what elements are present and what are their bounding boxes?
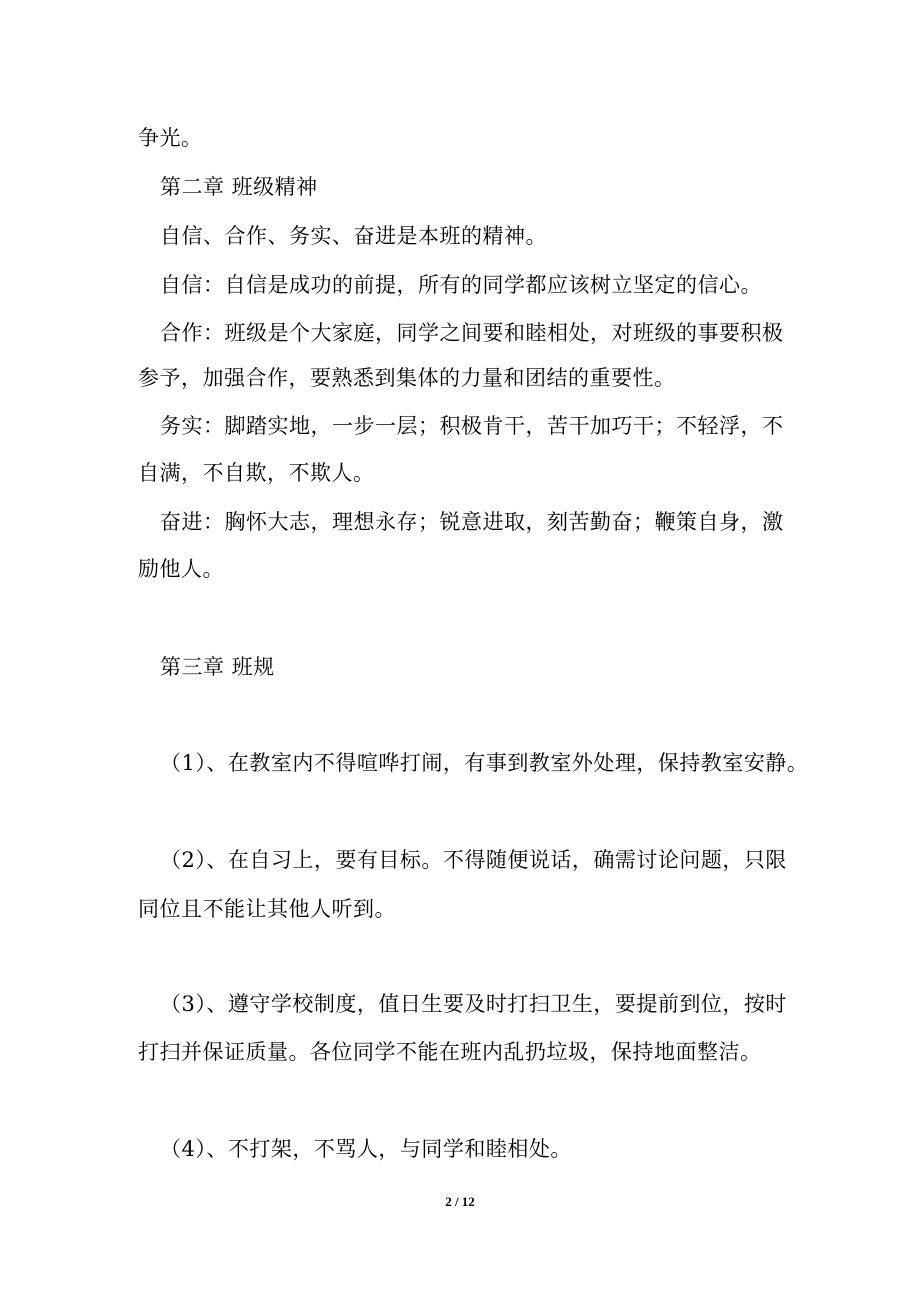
text-line-8: 自满，不自欺，不欺人。 [138,461,375,485]
text-line-7: 务实：脚踏实地，一步一层；积极肯干，苦干加巧干；不轻浮，不 [160,414,784,438]
chapter-2-heading: 第二章 班级精神 [160,175,318,199]
text-line-4: 自信：自信是成功的前提，所有的同学都应该树立坚定的信心。 [160,273,762,297]
chapter-3-heading: 第三章 班规 [160,655,275,679]
text-line-6: 参予，加强合作，要熟悉到集体的力量和团结的重要性。 [138,366,676,390]
text-line-9: 奋进：胸怀大志，理想永存；锐意进取，刻苦勤奋；鞭策自身，激 [160,510,784,534]
rule-3-line-1: （3）、遵守学校制度，值日生要及时打扫卫生，要提前到位，按时 [160,992,787,1016]
rule-3-line-2: 打扫并保证质量。各位同学不能在班内乱扔垃圾，保持地面整洁。 [138,1040,762,1064]
text-line-3: 自信、合作、务实、奋进是本班的精神。 [160,224,547,248]
text-line-1: 争光。 [138,126,203,150]
rule-1: （1）、在教室内不得喧哗打闹，有事到教室外处理，保持教室安静。 [160,751,809,775]
rule-2-line-2: 同位且不能让其他人听到。 [138,897,396,921]
page-number: 2 / 12 [445,1194,475,1209]
rule-4: （4）、不打架，不骂人，与同学和睦相处。 [160,1137,572,1161]
rule-2-line-1: （2）、在自习上，要有目标。不得随便说话，确需讨论问题，只限 [160,848,787,872]
text-line-5: 合作：班级是个大家庭，同学之间要和睦相处，对班级的事要积极 [160,321,784,345]
text-line-10: 励他人。 [138,557,224,581]
